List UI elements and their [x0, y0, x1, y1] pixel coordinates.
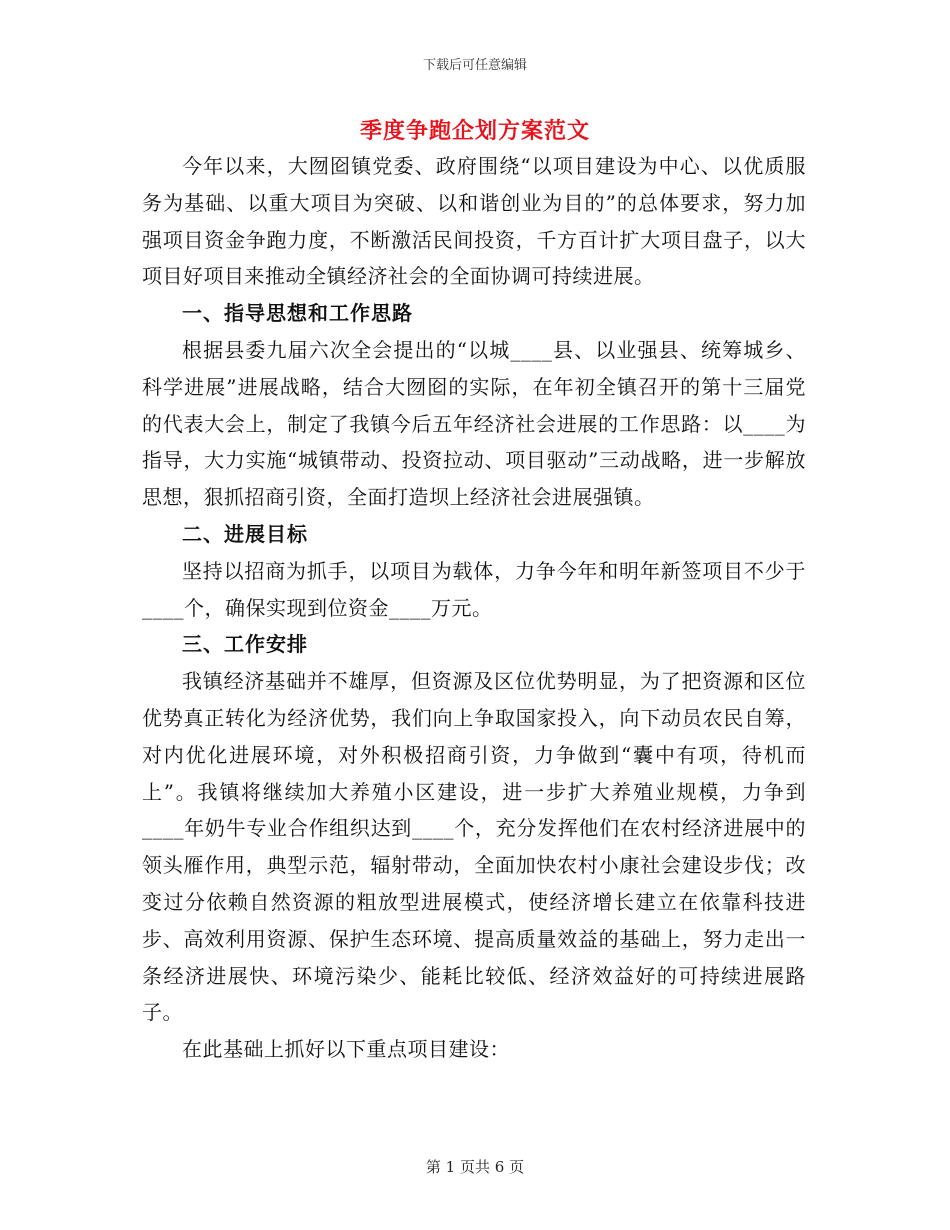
page-number: 第 1 页共 6 页: [425, 1158, 525, 1176]
header-note: 下载后可任意编辑: [422, 58, 527, 73]
section-paragraph-guiding-thought: 根据县委九届六次全会提出的“以城____县、以业强县、统筹城乡、科学进展”进展战略，结合大囫囵的实际，在年初全镇召开的第十三届党的代表大会上，制定了我镇今后五年经济社会进展的工作思路：以____为指导，大力实施“城镇带动、投资拉动、项目驱动”三动战略，进一步解放思想，狠抓招商引资，全面打造坝上经济社会进展强镇。: [142, 337, 806, 510]
document-body: [142, 148, 806, 1068]
document-title: 季度争跑企划方案范文: [359, 118, 590, 144]
intro-paragraph: 今年以来，大囫囵镇党委、政府围绕“以项目建设为中心、以优质服务为基础、以重大项目为突破、以和谐创业为目的”的总体要求，努力加强项目资金争跑力度，不断激活民间投资，千方百计扩大项目盘子，以大项目好项目来推动全镇经济社会的全面协调可持续进展。: [142, 154, 806, 289]
section-paragraph-followup: 在此基础上抓好以下重点项目建设：: [182, 1037, 510, 1062]
section-paragraph-work-plan: 我镇经济基础并不雄厚，但资源及区位优势明显，为了把资源和区位优势真正转化为经济优势，我们向上争取国家投入，向下动员农民自筹，对内优化进展环境，对外积极招商引资，力争做到“囊中有项，待机而上”。我镇将继续加大养殖小区建设，进一步扩大养殖业规模，力争到____年奶牛专业合作组织达到____个，充分发挥他们在农村经济进展中的领头雁作用，典型示范，辐射带动，全面加快农村小康社会建设步伐；改变过分依赖自然资源的粗放型进展模式，使经济增长建立在依靠科技进步、高效利用资源、保护生态环境、提高质量效益的基础上，努力走出一条经济进展快、环境污染少、能耗比较低、经济效益好的可持续进展路子。: [142, 669, 806, 1025]
section-heading-guiding-thought: 一、指导思想和工作思路: [182, 301, 413, 326]
section-paragraph-targets: 坚持以招商为抓手，以项目为载体，力争今年和明年新签项目不少于____个，确保实现到位资金____万元。: [142, 558, 806, 620]
section-heading-targets: 二、进展目标: [182, 521, 308, 546]
section-heading-work-plan: 三、工作安排: [182, 632, 308, 657]
